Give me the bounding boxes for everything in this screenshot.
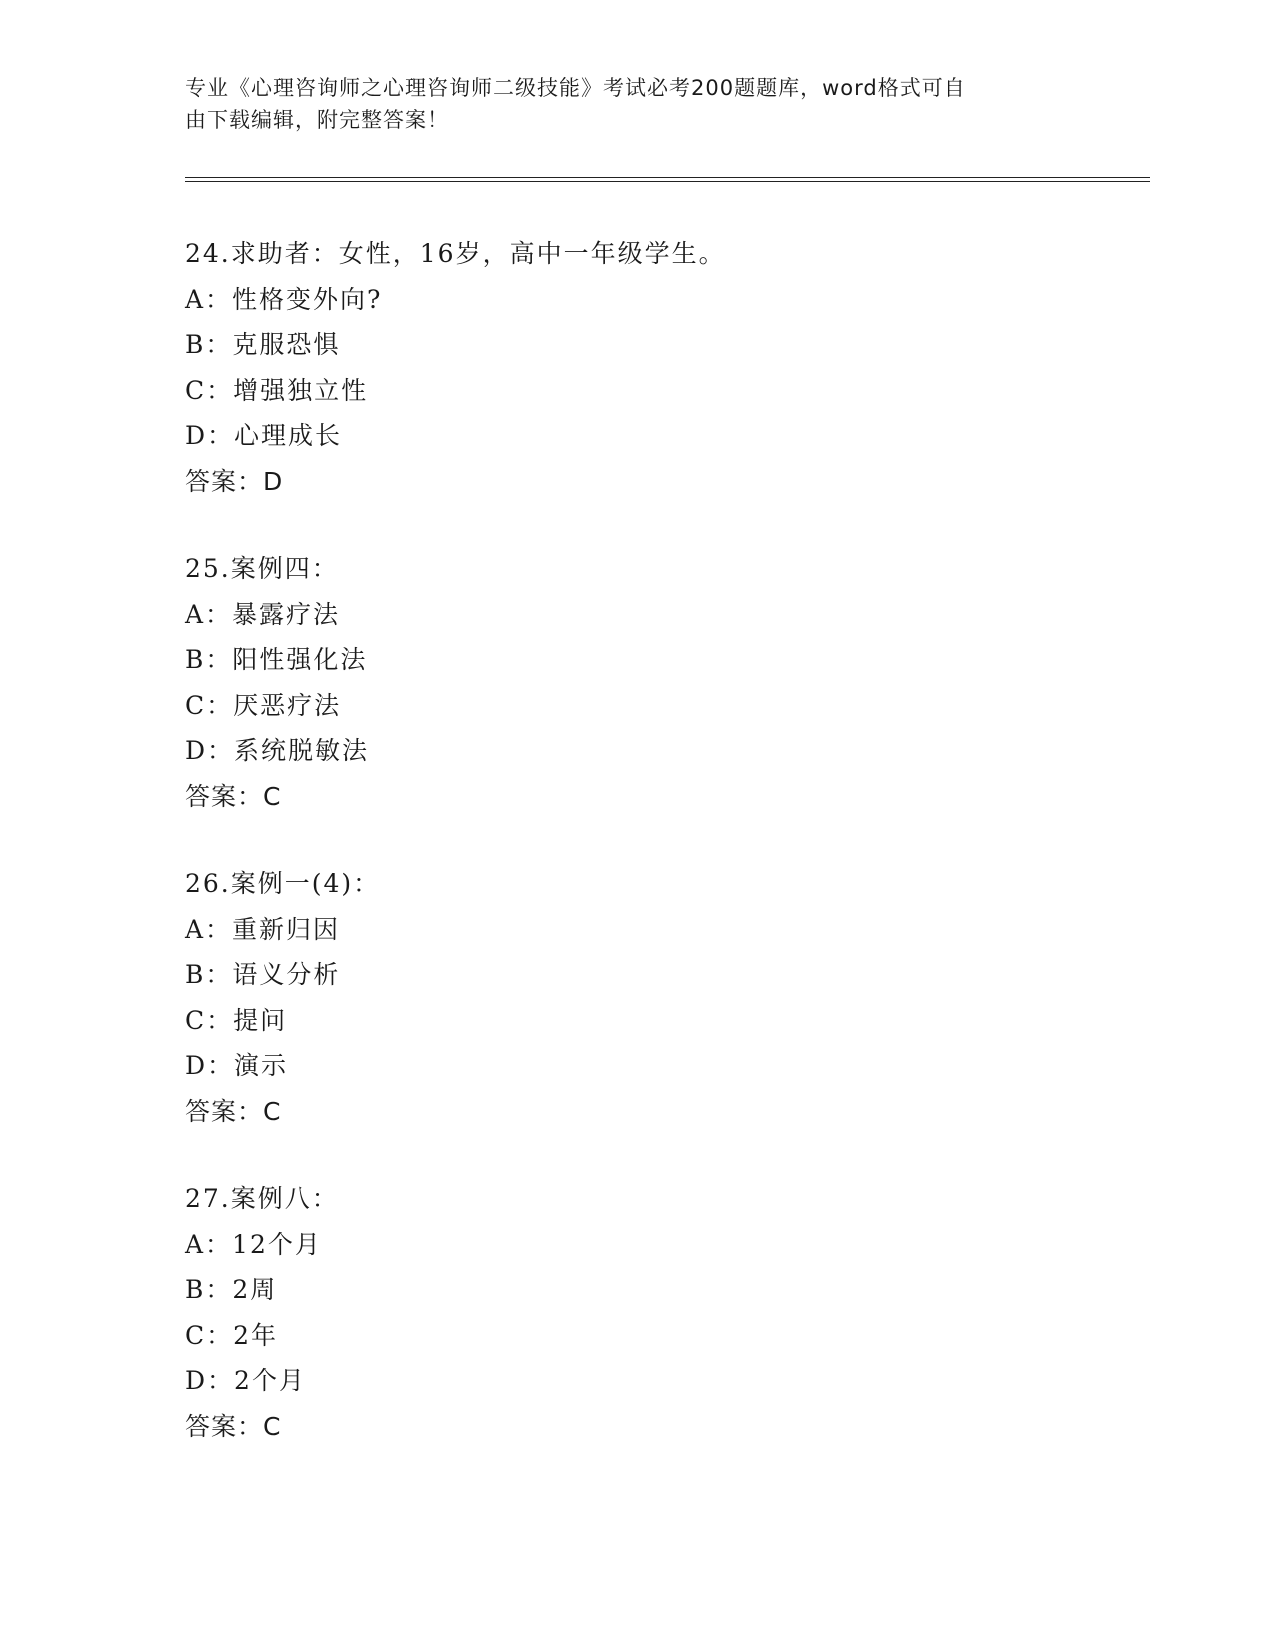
question-title: 24.求助者：女性，16岁，高中一年级学生。 [185, 239, 726, 268]
option-c: C：2年 [185, 1320, 279, 1350]
option-a: A：性格变外向? [185, 284, 383, 314]
option-b: B：阳性强化法 [185, 645, 368, 674]
answer-line: 答案：C [185, 1096, 282, 1126]
option-b: B：克服恐惧 [185, 330, 341, 359]
option-c: C：提问 [185, 1005, 288, 1035]
header-divider-bottom [185, 181, 1150, 182]
option-d: D：演示 [185, 1051, 289, 1080]
option-b: B：语义分析 [185, 960, 341, 989]
option-d: D：心理成长 [185, 421, 343, 450]
option-a: A：12个月 [185, 1229, 322, 1259]
question-25 [185, 546, 1085, 819]
option-c: C：增强独立性 [185, 375, 369, 405]
header-line-2: 由下载编辑，附完整答案！ [185, 108, 449, 132]
option-d: D：2个月 [185, 1366, 306, 1395]
header-divider-top [185, 177, 1150, 178]
option-c: C：厌恶疗法 [185, 690, 342, 720]
option-a: A：重新归因 [185, 914, 341, 944]
option-d: D：系统脱敏法 [185, 736, 370, 765]
option-b: B：2周 [185, 1275, 278, 1304]
question-27 [185, 1176, 1085, 1449]
header-line-1: 专业《心理咨询师之心理咨询师二级技能》考试必考200题题库，word格式可自 [185, 76, 966, 100]
question-24 [185, 231, 1085, 504]
answer-line: 答案：C [185, 1411, 282, 1441]
question-26 [185, 861, 1085, 1134]
question-title: 26.案例一(4)： [185, 869, 381, 898]
answer-line: 答案：D [185, 466, 284, 496]
document-header [185, 72, 1085, 136]
question-title: 25.案例四： [185, 554, 339, 583]
question-title: 27.案例八： [185, 1184, 339, 1213]
option-a: A：暴露疗法 [185, 599, 341, 629]
answer-line: 答案：C [185, 781, 282, 811]
